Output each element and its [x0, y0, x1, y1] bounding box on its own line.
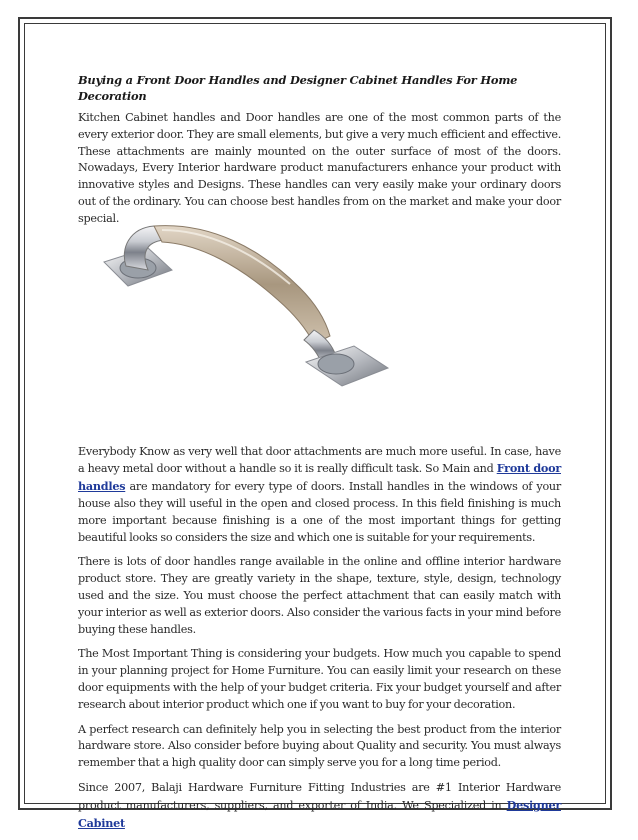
front-door-handles-link[interactable]: Front door handles [78, 461, 561, 494]
paragraph-2: There is lots of door handles range available in the online and offline interior hardware product store. They are greatly variety in the shape, texture, style, design, technology used and the size. You must choose the perfect attachment that can easily match with your interior as well as exterior doors. Also consider the various facts in your mind before buying these handles. [78, 555, 561, 636]
designer-cabinet-link[interactable]: Designer Cabinet [78, 797, 561, 830]
paragraph-3: The Most Important Thing is considering your budgets. How much you capable to spend in your planning project for Home Furniture. You can easily limit your research on these door equipments with the help of your budget criteria. Fix your budget yourself and after research about interior product which one if you want to buy for your decoration. [78, 647, 561, 711]
door-handle-image [90, 218, 410, 398]
intro-paragraph: Kitchen Cabinet handles and Door handles are one of the most common parts of the every exterior door. They are small elements, but give a very much efficient and effective. These attachments are mainly mounted on the outer surface of most of the doors. Nowadays, Every Interior hardware product manufacturers enhance your product with innovative styles and Designs. These handles can very easily make your ordinary doors out of the ordinary. You can choose best handles from on the market and make your door special. [78, 111, 561, 225]
document-body [78, 72, 561, 840]
paragraph-1 [78, 444, 561, 547]
paragraph-1-text-b: are mandatory for every type of doors. Install handles in the windows of your house also they will useful in the open and closed process. In this field finishing is much more important because finishing is a one of the most important things for getting beautiful looks so considers the size and which one is suitable for your requirements. [78, 480, 561, 544]
door-handle-illustration [90, 218, 410, 398]
paragraph-1-text-a: Everybody Know as very well that door attachments are much more useful. In case, have a heavy metal door without a handle so it is really difficult task. So Main and [78, 444, 561, 476]
paragraph-5-text: Since 2007, Balaji Hardware Furniture Fitting Industries are #1 Interior Hardware product manufacturers, suppliers, and exporter of India. We Specialized in [78, 780, 561, 812]
document-title: Buying a Front Door Handles and Designer Cabinet Handles For Home Decoration [78, 73, 518, 103]
paragraph-4: A perfect research can definitely help you in selecting the best product from the interior hardware store. Also consider before buying about Quality and security. You must always remember that a high quality door can simply serve you for a long time period. [78, 722, 561, 770]
paragraph-5 [78, 780, 561, 832]
